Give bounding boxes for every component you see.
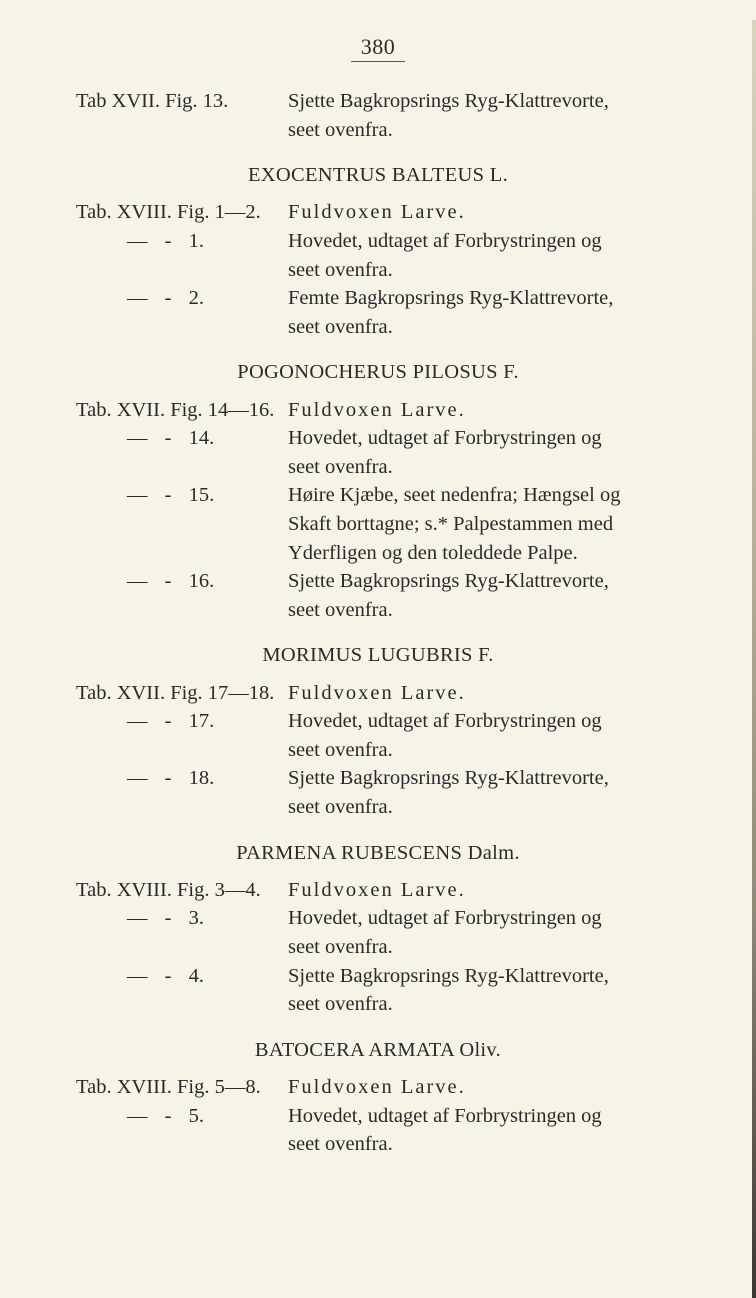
caption-text: Fuldvoxen Larve.	[288, 681, 466, 704]
page-edge-shadow	[752, 20, 756, 1298]
caption-text: Hovedet, udtaget af Forbrystringen og	[288, 427, 602, 450]
caption-text: Fuldvoxen Larve.	[288, 878, 466, 901]
caption-text: Sjette Bagkropsrings Ryg-Klattrevorte,	[288, 767, 609, 790]
page-number-text: 380	[351, 34, 406, 62]
caption-text: seet ovenfra.	[288, 315, 393, 338]
caption-text: seet ovenfra.	[288, 936, 393, 958]
species-heading: BATOCERA ARMATA Oliv.	[254, 1038, 502, 1061]
caption-text: Yderfligen og den toleddede Palpe.	[288, 541, 578, 564]
caption-text: seet ovenfra.	[288, 993, 393, 1016]
species-heading: PARMENA RUBESCENS Dalm.	[236, 841, 520, 864]
caption-text: Fuldvoxen Larve.	[288, 201, 466, 224]
figure-reference: — - 4.	[127, 964, 204, 987]
caption-text: Høire Kjæbe, seet nedenfra; Hængsel og	[288, 484, 621, 507]
species-heading: MORIMUS LUGUBRIS F.	[262, 644, 494, 667]
species-heading: EXOCENTRUS BALTEUS L.	[247, 164, 509, 187]
figure-reference: — - 14.	[127, 427, 215, 450]
caption-text: Sjette Bagkropsrings Ryg-Klattrevorte,	[288, 964, 609, 987]
figure-reference: — - 3.	[127, 907, 204, 930]
caption-text: Hovedet, udtaget af Forbrystringen og	[288, 710, 602, 733]
caption-text: Sjette Bagkropsrings Ryg-Klattrevorte,	[288, 570, 609, 593]
figure-reference: — - 17.	[127, 710, 215, 733]
figure-reference: Tab. XVII. Fig. 17—18.	[76, 681, 275, 704]
figure-reference: — - 2.	[127, 287, 204, 310]
figure-reference: — - 5.	[127, 1104, 204, 1127]
figure-reference: Tab. XVIII. Fig. 1—2.	[76, 201, 261, 224]
caption-text: Hovedet, udtaget af Forbrystringen og	[288, 907, 602, 930]
caption-text: seet ovenfra.	[288, 1133, 393, 1156]
caption-text: Hovedet, udtaget af Forbrystringen og	[288, 230, 602, 252]
figure-reference: — - 15.	[127, 484, 215, 507]
caption-text: seet ovenfra.	[288, 738, 393, 761]
caption-text: Fuldvoxen Larve.	[288, 398, 466, 421]
caption-text: seet ovenfra.	[288, 455, 393, 478]
figure-reference: Tab. XVIII. Fig. 5—8.	[76, 1076, 261, 1098]
figure-reference: — - 18.	[127, 767, 215, 790]
page-number	[0, 34, 756, 60]
caption-text: Sjette Bagkropsrings Ryg-Klattrevorte,	[288, 90, 609, 112]
figure-reference: Tab. XVIII. Fig. 3—4.	[76, 878, 261, 901]
caption-text: Femte Bagkropsrings Ryg-Klattrevorte,	[288, 287, 614, 310]
figure-reference: — - 1.	[127, 230, 204, 252]
species-heading: POGONOCHERUS PILOSUS F.	[237, 361, 519, 384]
figure-reference: Tab. XVII. Fig. 14—16.	[76, 398, 275, 421]
figure-reference: Tab XVII. Fig. 13.	[76, 90, 229, 112]
caption-text: seet ovenfra.	[288, 258, 393, 281]
figure-reference: — - 16.	[127, 570, 215, 593]
caption-text: seet ovenfra.	[288, 796, 393, 818]
caption-text: Skaft borttagne; s.* Palpestammen med	[288, 513, 614, 535]
caption-text: Fuldvoxen Larve.	[288, 1076, 466, 1098]
caption-text: Hovedet, udtaget af Forbrystringen og	[288, 1104, 602, 1127]
caption-text: seet ovenfra.	[288, 598, 393, 621]
caption-text: seet ovenfra.	[288, 118, 393, 141]
